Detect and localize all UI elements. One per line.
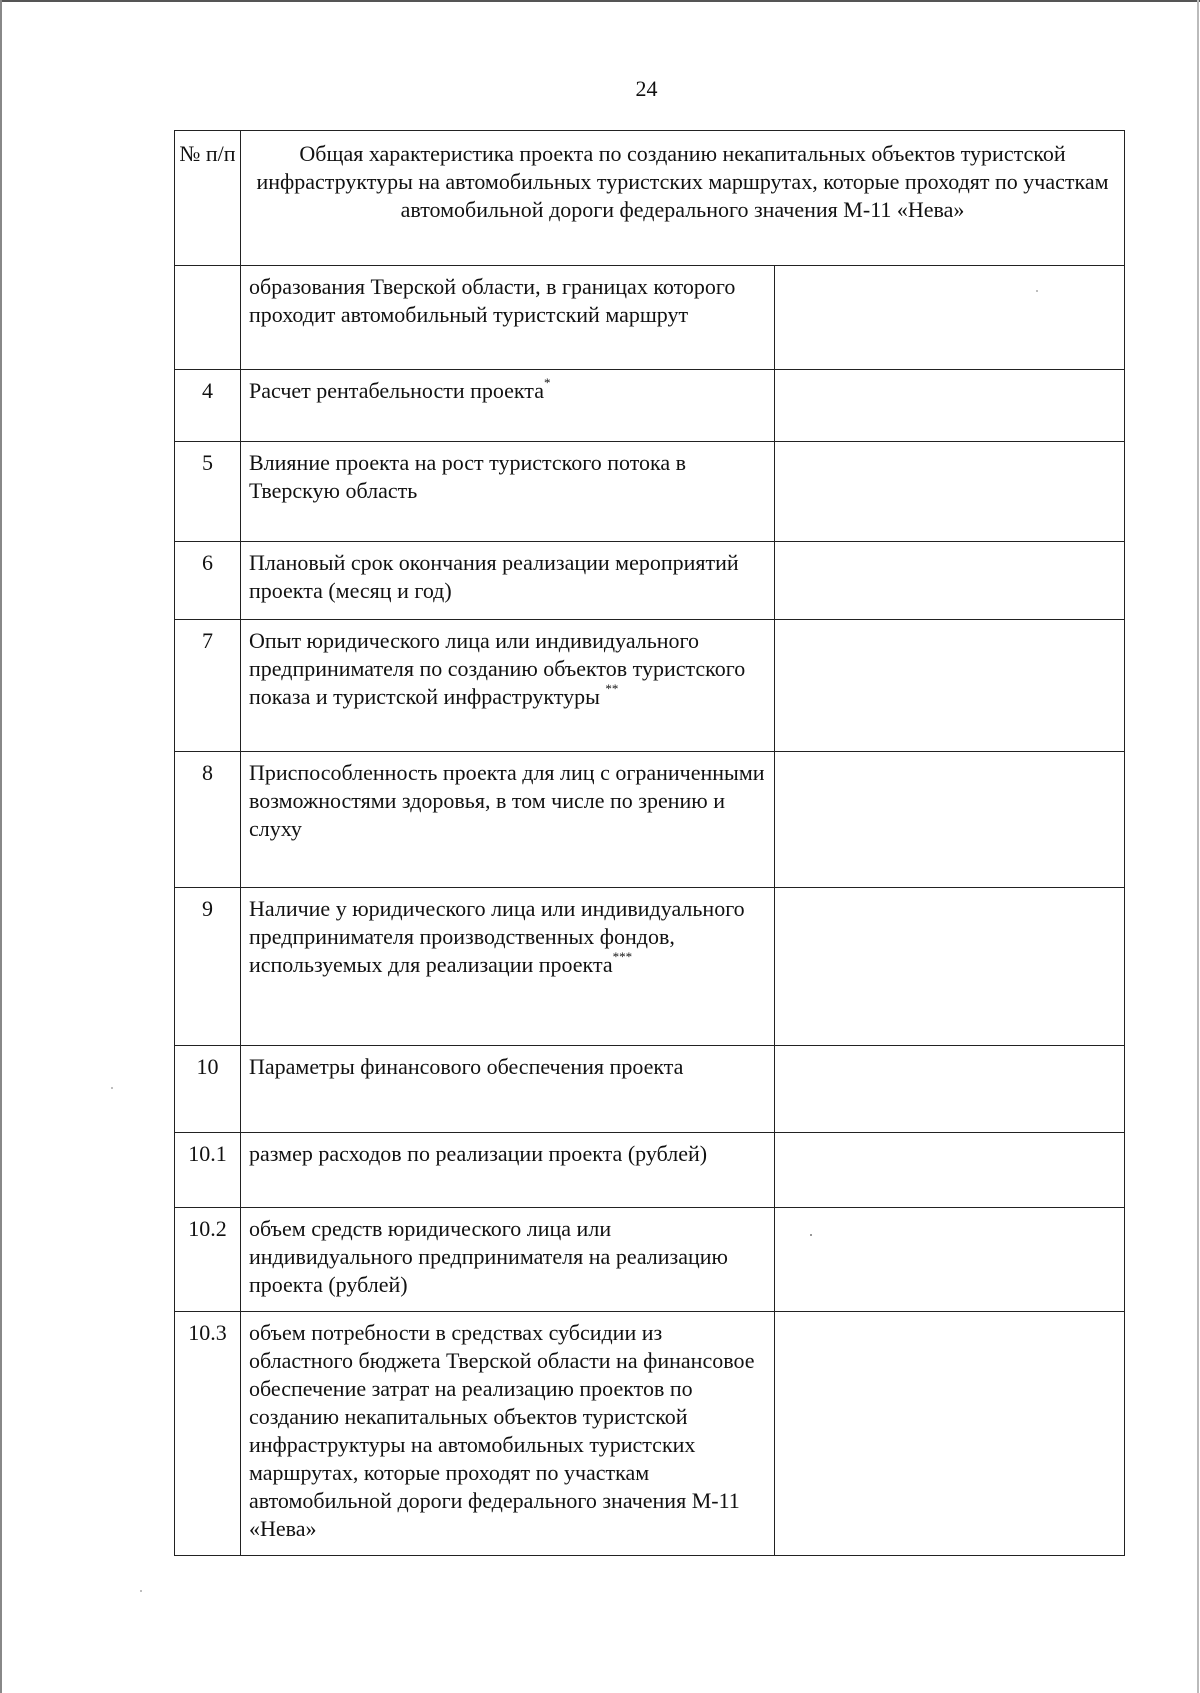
row-description: Наличие у юридического лица или индивидуального предпринимателя производственных фондов, используемых для реализации проекта [249,896,745,977]
row-description: объем потребности в средствах субсидии из областного бюджета Тверской области на финансовое обеспечение затрат на реализацию проектов по созданию некапитальных объектов туристской инфраструктуры на автомобильных туристских маршрутах, которые проходят по участкам автомобильной дороги федерального значения М-11 «Нева» [241,1312,775,1556]
row-description-cell [241,888,775,1046]
footnote-marker: ** [605,681,619,696]
row-number: 9 [175,888,241,1046]
row-value-cell[interactable] [775,752,1125,888]
row-number: 10.1 [175,1133,241,1208]
row-value-cell[interactable] [775,1046,1125,1133]
row-number [175,266,241,370]
row-description: Приспособленность проекта для лиц с ограниченными возможностями здоровья, в том числе по зрению и слуху [241,752,775,888]
row-value-cell[interactable] [775,888,1125,1046]
table-row [175,1312,1125,1556]
header-number-label: № п/п [175,131,241,266]
scan-edge-top [0,0,1200,2]
row-value-cell[interactable] [775,1208,1125,1312]
row-description: Опыт юридического лица или индивидуального предпринимателя по созданию объектов туристского показа и туристской инфраструктуры [249,628,746,709]
table-row [175,1133,1125,1208]
row-number: 7 [175,620,241,752]
table-row [175,752,1125,888]
row-description: Влияние проекта на рост туристского потока в Тверскую область [241,442,775,542]
row-number: 4 [175,370,241,442]
table-row [175,888,1125,1046]
row-value-cell[interactable] [775,620,1125,752]
table-row [175,620,1125,752]
footnote-marker: * [543,375,551,390]
scan-speck [140,1590,142,1592]
row-number: 8 [175,752,241,888]
table-row [175,1208,1125,1312]
page-number: 24 [635,76,658,101]
row-number: 6 [175,542,241,620]
row-description: размер расходов по реализации проекта (рублей) [241,1133,775,1208]
row-number: 10.2 [175,1208,241,1312]
row-value-cell[interactable] [775,542,1125,620]
row-description: Расчет рентабельности проекта [249,378,544,403]
row-number: 10.3 [175,1312,241,1556]
row-description: Плановый срок окончания реализации мероприятий проекта (месяц и год) [241,542,775,620]
header-title: Общая характеристика проекта по созданию некапитальных объектов туристской инфраструктуры на автомобильных туристских маршрутах, которые проходят по участкам автомобильной дороги федерального значения М-11 «Нева» [241,131,1125,266]
table-row [175,1046,1125,1133]
scan-speck [111,1087,113,1089]
table-header-row [175,131,1125,266]
row-description: объем средств юридического лица или индивидуального предпринимателя на реализацию проекта (рублей) [241,1208,775,1312]
row-value-cell[interactable] [775,1133,1125,1208]
row-value-cell[interactable] [775,1312,1125,1556]
scan-speck [1036,290,1038,292]
row-number: 5 [175,442,241,542]
footnote-marker: *** [612,949,633,964]
table-row [175,370,1125,442]
row-value-cell[interactable] [775,266,1125,370]
table-row [175,542,1125,620]
scan-edge-right [1197,0,1199,1693]
project-characteristics-table [174,130,1125,1556]
row-number: 10 [175,1046,241,1133]
table-row [175,442,1125,542]
scan-edge-left [0,0,2,1693]
scan-speck [810,1234,812,1236]
row-description: образования Тверской области, в границах которого проходит автомобильный туристский маршрут [241,266,775,370]
row-description-cell [241,620,775,752]
row-value-cell[interactable] [775,370,1125,442]
table-row-continuation [175,266,1125,370]
row-description-cell [241,370,775,442]
row-description: Параметры финансового обеспечения проекта [241,1046,775,1133]
row-value-cell[interactable] [775,442,1125,542]
